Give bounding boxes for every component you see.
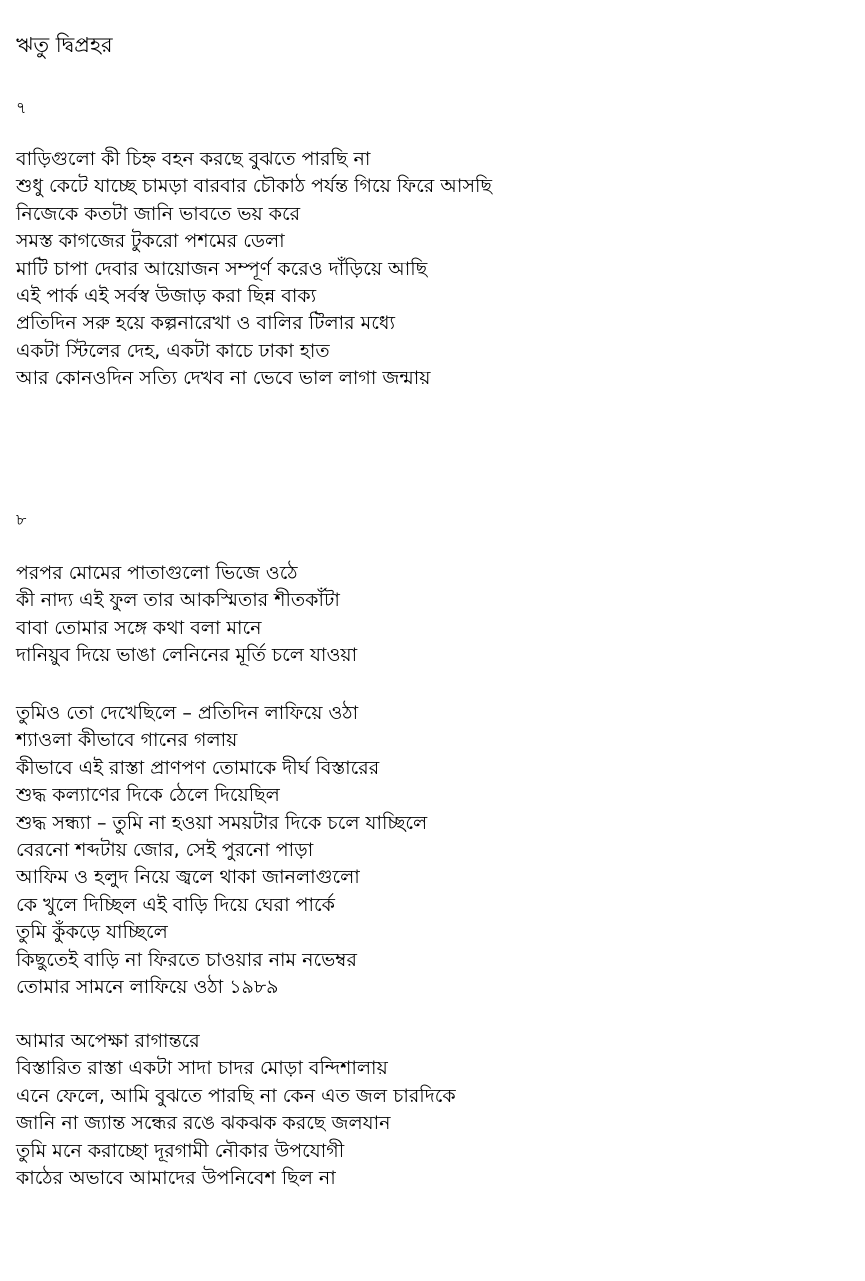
poem-line: কে খুলে দিচ্ছিল এই বাড়ি দিয়ে ঘেরা পার্কে: [16, 893, 335, 916]
poem-line: আমার অপেক্ষা রাগান্তরে: [16, 1030, 200, 1052]
poem-line: শুদ্ধ কল্যাণের দিকে ঠেলে দিয়েছিল: [16, 784, 280, 807]
poem-line: পরপর মোমের পাতাগুলো ভিজে ওঠে: [16, 562, 298, 584]
poem-line: আর কোনওদিন সত্যি দেখব না ভেবে ভাল লাগা জন্মায়: [16, 367, 431, 390]
poem-line: কী নাদ্য এই ফুল তার আকস্মিতার শীতকাঁটা: [16, 589, 340, 612]
poem-line: সমস্ত কাগজের টুকরো পশমের ডেলা: [16, 230, 285, 253]
poem-line: বেরনো শব্দটায় জোর, সেই পুরনো পাড়া: [16, 838, 314, 861]
section-number-8: ৮: [16, 510, 27, 529]
poem-line: তুমি মনে করাচ্ছো দূরগামী নৌকার উপযোগী: [16, 1139, 345, 1162]
poem-line: তুমি কুঁকড়ে যাচ্ছিলে: [16, 921, 168, 944]
stanza: [16, 146, 492, 393]
poem-line: আফিম ও হলুদ নিয়ে জ্বলে থাকা জানলাগুলো: [16, 866, 360, 889]
poem-line: শুদ্ধ সন্ধ্যা – তুমি না হওয়া সময়টার দিকে চলে যাচ্ছিলে: [16, 811, 428, 834]
poem-line: কীভাবে এই রাস্তা প্রাণপণ তোমাকে দীর্ঘ বিস্তারের: [16, 756, 380, 779]
stanza: [16, 1028, 456, 1192]
poem-line: তোমার সামনে লাফিয়ে ওঠা ১৯৮৯: [16, 975, 279, 998]
poem-line: দানিয়ুব দিয়ে ভাঙা লেনিনের মূর্তি চলে যাওয়া: [16, 644, 358, 667]
poem-line: বাবা তোমার সঙ্গে কথা বলা মানে: [16, 616, 262, 639]
section-number-7: ৭: [16, 98, 27, 117]
poem-line: একটা স্টিলের দেহ, একটা কাচে ঢাকা হাত: [16, 339, 330, 362]
poem-line: কিছুতেই বাড়ি না ফিরতে চাওয়ার নাম নভেম্বর: [16, 948, 357, 971]
stanza: [16, 560, 357, 670]
poem-line: শ্যাওলা কীভাবে গানের গলায়: [16, 729, 238, 752]
poem-line: বিস্তারিত রাস্তা একটা সাদা চাদর মোড়া বন্দিশালায়: [16, 1057, 388, 1080]
poem-line: নিজেকে কতটা জানি ভাবতে ভয় করে: [16, 202, 301, 225]
poem-line: শুধু কেটে যাচ্ছে চামড়া বারবার চৌকাঠ পর্যন্ত গিয়ে ফিরে আসছি: [16, 175, 492, 198]
poem-line: জানি না জ্যান্ত সন্ধের রঙে ঝকঝক করছে জলযান: [16, 1112, 391, 1135]
poem-line: মাটি চাপা দেবার আয়োজন সম্পূর্ণ করেও দাঁড়িয়ে আছি: [16, 257, 428, 280]
poem-line: এই পার্ক এই সর্বস্ব উজাড় করা ছিন্ন বাক্য: [16, 284, 317, 307]
poem-line: বাড়িগুলো কী চিহ্ন বহন করছে বুঝতে পারছি না: [16, 148, 371, 170]
stanza: [16, 700, 427, 1001]
poem-line: তুমিও তো দেখেছিলে – প্রতিদিন লাফিয়ে ওঠা: [16, 702, 359, 724]
poem-line: প্রতিদিন সরু হয়ে কল্পনারেখা ও বালির টিলার মধ্যে: [16, 312, 395, 335]
poem-title: ঋতু দ্বিপ্রহর: [16, 33, 113, 57]
poem-line: এনে ফেলে, আমি বুঝতে পারছি না কেন এত জল চারদিকে: [16, 1084, 456, 1107]
poem-line: কাঠের অভাবে আমাদের উপনিবেশ ছিল না: [16, 1166, 336, 1189]
